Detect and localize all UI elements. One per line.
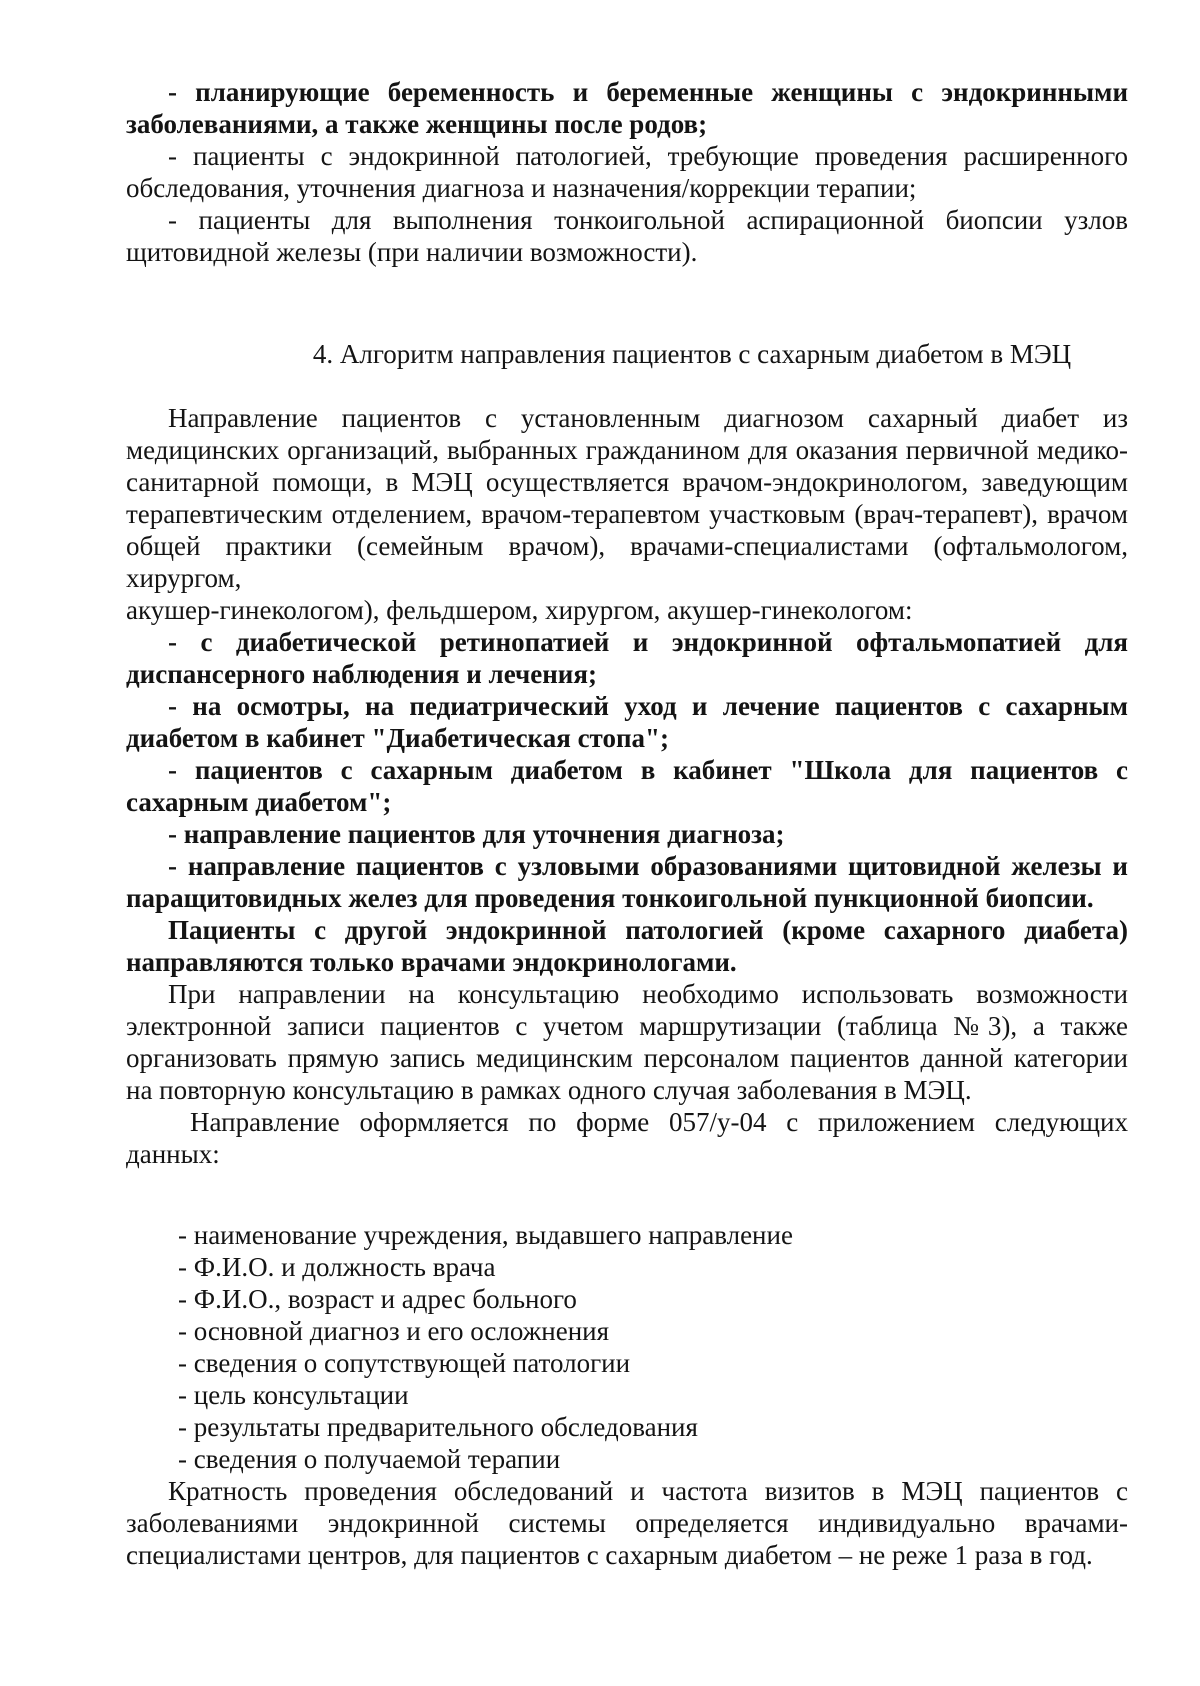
frequency-section xyxy=(126,1475,1128,1571)
other-pathology-paragraph: Пациенты с другой эндокринной патологией (кроме сахарного диабета) направляются только врачами эндокринологами. xyxy=(126,915,1128,977)
intro-item-pregnancy: - планирующие беременность и беременные женщины с эндокринными заболеваниями, а также женщины после родов; xyxy=(126,77,1128,139)
direction-item-diabetic-foot: - на осмотры, на педиатрический уход и лечение пациентов с сахарным диабетом в кабинет "Диабетическая стопа"; xyxy=(126,691,1128,753)
form-item-diagnosis: - основной диагноз и его осложнения xyxy=(178,1316,610,1346)
direction-paragraph-main: Направление пациентов с установленным диагнозом сахарный диабет из медицинских организаций, выбранных гражданином для оказания первичной медико-санитарной помощи, в МЭЦ осуществляется врачом-эндокринологом, заведующим терапевтическим отделением, врачом-терапевтом участковым (врач-терапевт), врачом общей практики (семейным врачом), врачами-специалистами (офтальмологом, xyxy=(126,403,1128,561)
direction-section xyxy=(126,402,1128,1170)
direction-item-diagnosis: - направление пациентов для уточнения диагноза; xyxy=(168,819,785,849)
consultation-paragraph: При направлении на консультацию необходимо использовать возможности электронной записи пациентов с учетом маршрутизации (таблица №3), а также организовать прямую запись медицинским персоналом пациентов данной категории на повторную консультацию в рамках одного случая заболевания в МЭЦ. xyxy=(126,979,1128,1105)
direction-item-thyroid-biopsy: - направление пациентов с узловыми образованиями щитовидной железы и паращитовидных желез для проведения тонкоигольной пункционной биопсии. xyxy=(126,851,1128,913)
form-paragraph: Направление оформляется по форме 057/у-04 с приложением следующих данных: xyxy=(126,1107,1128,1169)
direction-paragraph-tail: акушер-гинекологом), фельдшером, хирургом, акушер-гинекологом: xyxy=(126,595,913,625)
direction-item-school: - пациентов с сахарным диабетом в кабинет "Школа для пациентов с сахарным диабетом"; xyxy=(126,755,1128,817)
form-item-patient: - Ф.И.О., возраст и адрес больного xyxy=(178,1284,577,1314)
intro-list xyxy=(126,76,1128,268)
form-item-institution: - наименование учреждения, выдавшего направление xyxy=(178,1220,793,1250)
section-heading: 4. Алгоритм направления пациентов с сахарным диабетом в МЭЦ xyxy=(312,339,1072,369)
form-item-comorbidity: - сведения о сопутствующей патологии xyxy=(178,1348,631,1378)
form-item-therapy: - сведения о получаемой терапии xyxy=(178,1444,561,1474)
direction-paragraph-spread: хирургом, xyxy=(126,563,242,593)
form-item-purpose: - цель консультации xyxy=(178,1380,409,1410)
direction-paragraph xyxy=(126,402,1128,594)
form-item-doctor: - Ф.И.О. и должность врача xyxy=(178,1252,496,1282)
intro-item-biopsy: - пациенты для выполнения тонкоигольной аспирационной биопсии узлов щитовидной железы (при наличии возможности). xyxy=(126,205,1128,267)
intro-item-extended-exam: - пациенты с эндокринной патологией, требующие проведения расширенного обследования, уточнения диагноза и назначения/коррекции терапии; xyxy=(126,141,1128,203)
direction-item-retinopathy: - с диабетической ретинопатией и эндокринной офтальмопатией для диспансерного наблюдения и лечения; xyxy=(126,627,1128,689)
form-items-list xyxy=(126,1219,1128,1475)
form-item-results: - результаты предварительного обследования xyxy=(178,1412,698,1442)
frequency-paragraph: Кратность проведения обследований и частота визитов в МЭЦ пациентов с заболеваниями эндокринной системы определяется индивидуально врачами-специалистами центров, для пациентов с сахарным диабетом – не реже 1 раза в год. xyxy=(126,1476,1128,1570)
